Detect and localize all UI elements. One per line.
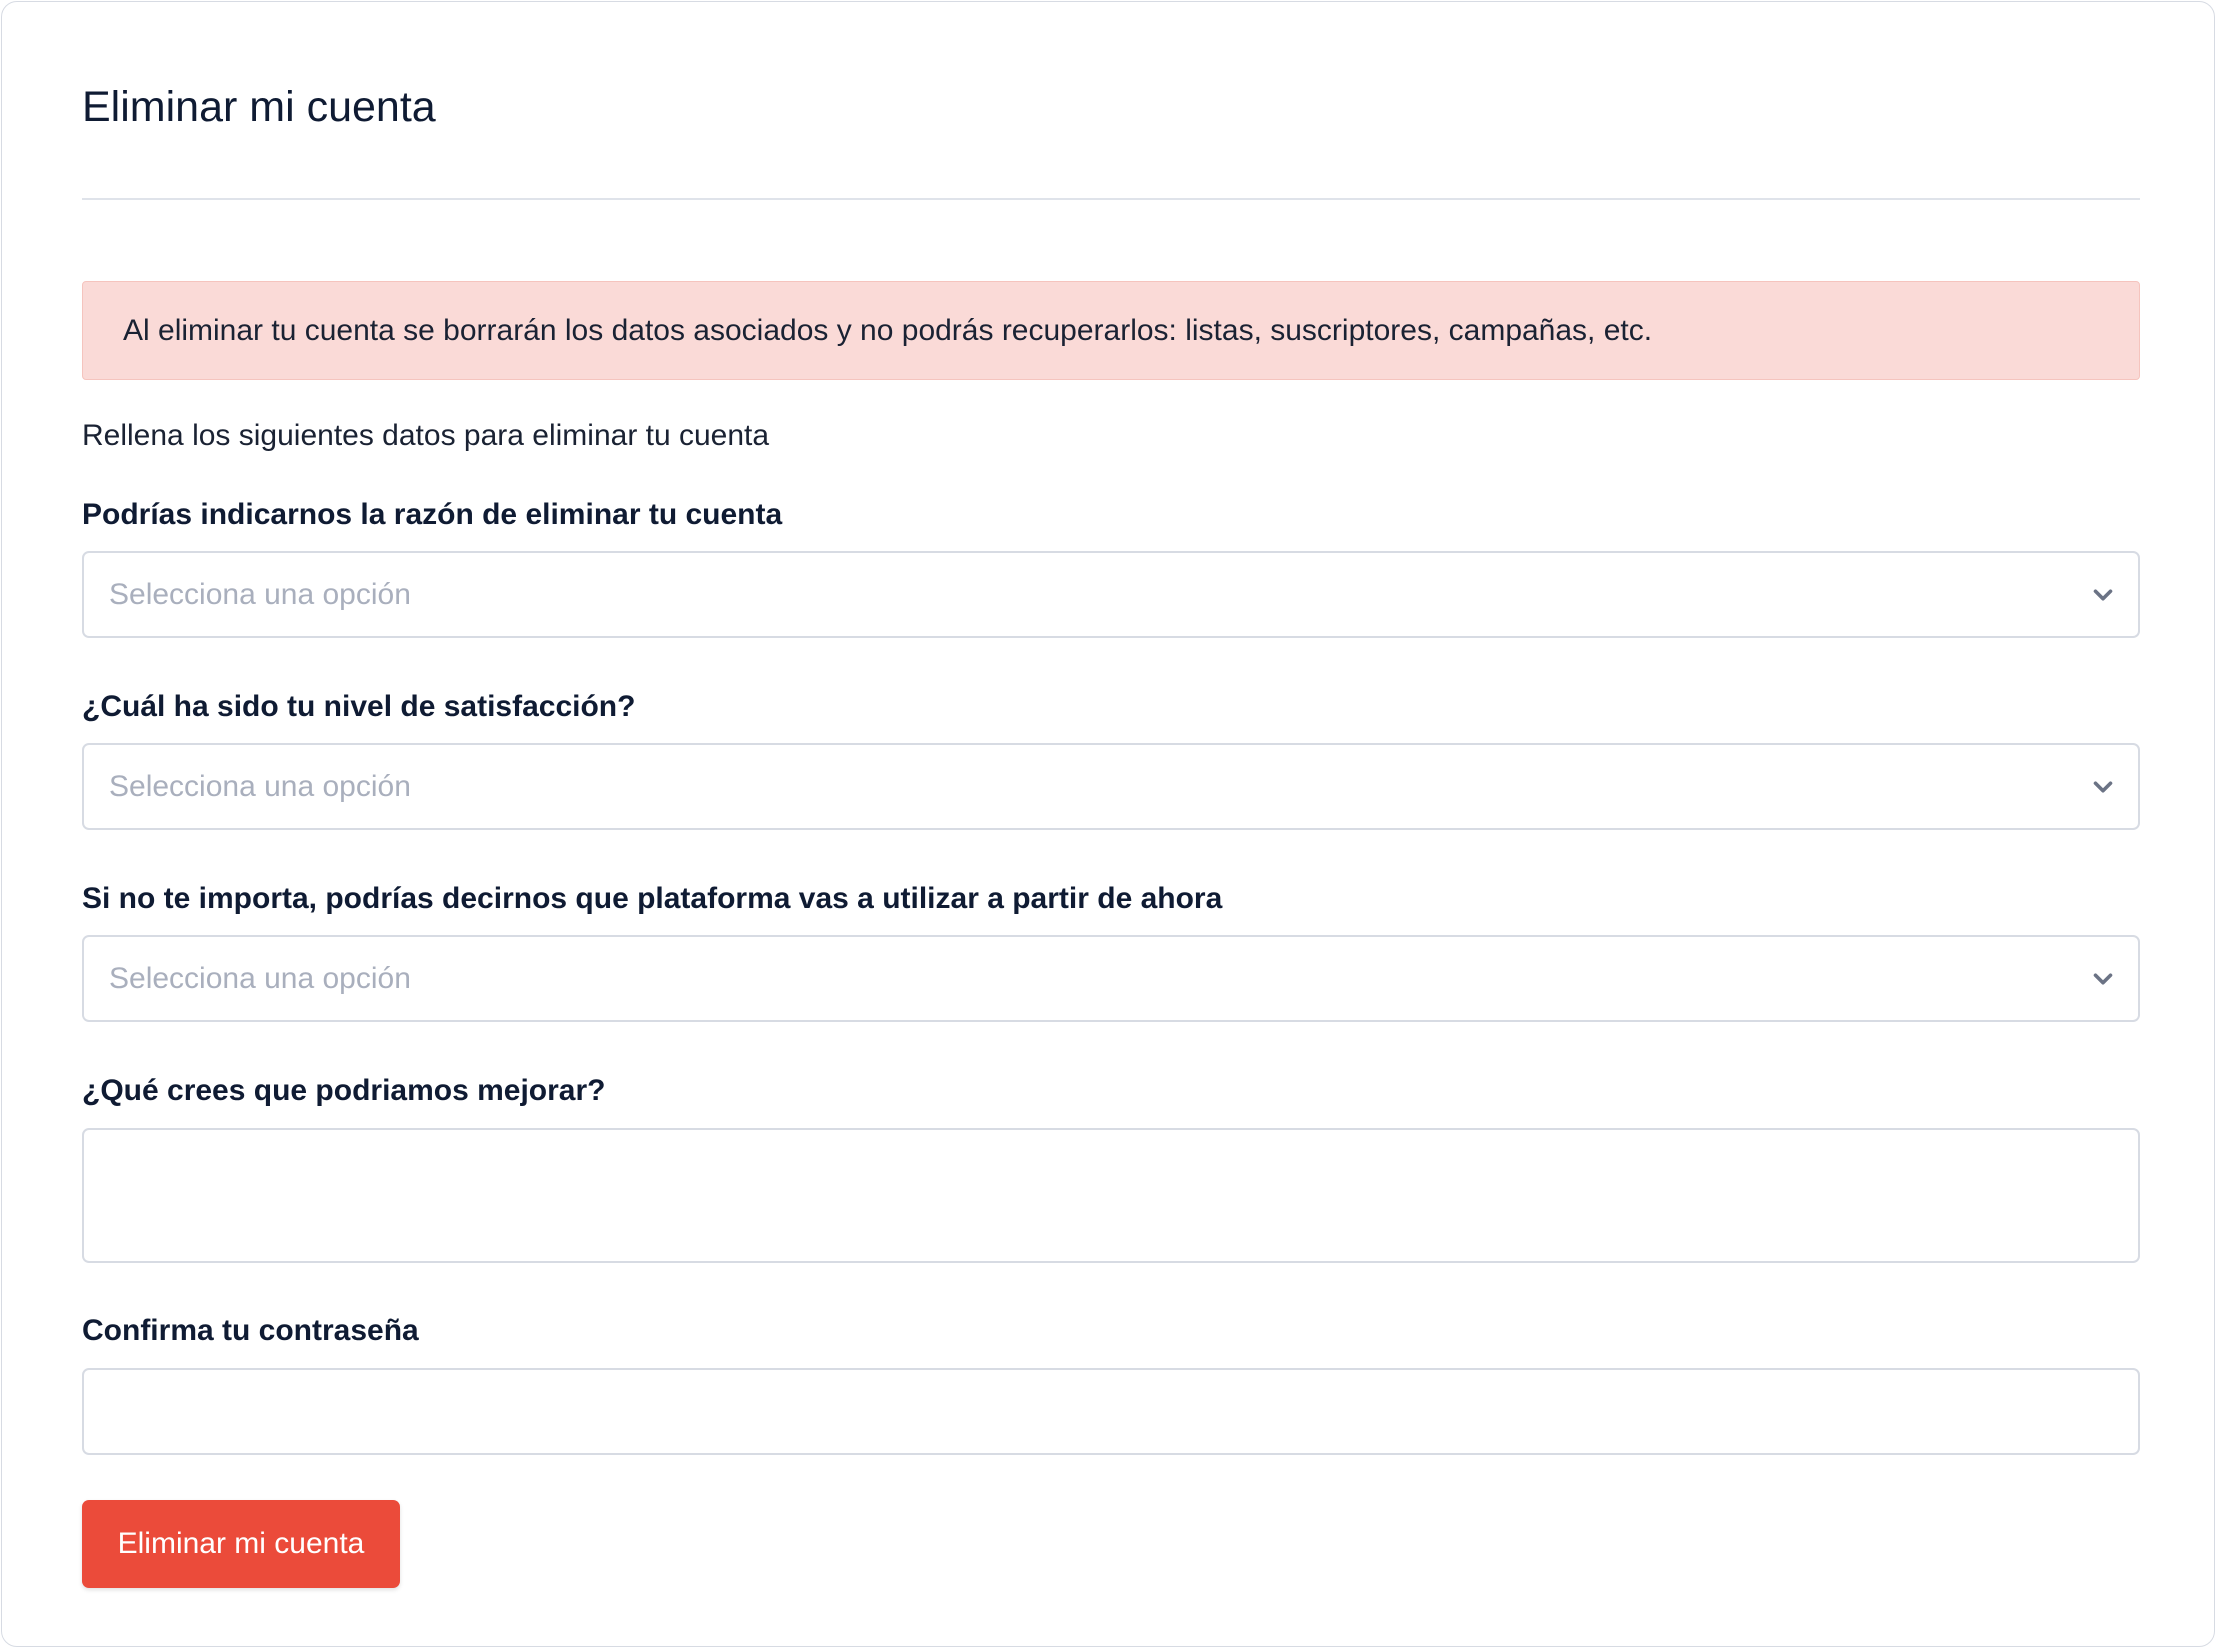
chevron-down-icon: [2088, 772, 2118, 802]
page-title: Eliminar mi cuenta: [82, 83, 436, 131]
password-label: Confirma tu contraseña: [82, 1314, 419, 1347]
chevron-down-icon: [2088, 580, 2118, 610]
platform-select-placeholder: Selecciona una opción: [109, 961, 411, 995]
warning-alert-text: Al eliminar tu cuenta se borrarán los datos asociados y no podrás recuperarlos: listas, suscriptores, campañas, etc.: [123, 313, 1653, 347]
intro-text: Rellena los siguientes datos para eliminar tu cuenta: [82, 419, 770, 452]
platform-label: Si no te importa, podrías decirnos que plataforma vas a utilizar a partir de ahora: [82, 882, 1223, 915]
improve-textarea[interactable]: [82, 1128, 2140, 1263]
improve-label: ¿Qué crees que podriamos mejorar?: [82, 1074, 606, 1107]
reason-label: Podrías indicarnos la razón de eliminar tu cuenta: [82, 498, 783, 531]
satisfaction-select[interactable]: [82, 743, 2140, 830]
reason-select[interactable]: [82, 551, 2140, 638]
title-divider: [82, 198, 2140, 200]
platform-select[interactable]: [82, 935, 2140, 1022]
satisfaction-label: ¿Cuál ha sido tu nivel de satisfacción?: [82, 690, 636, 723]
warning-alert: [82, 281, 2140, 380]
satisfaction-select-placeholder: Selecciona una opción: [109, 769, 411, 803]
reason-select-placeholder: Selecciona una opción: [109, 577, 411, 611]
delete-account-button[interactable]: Eliminar mi cuenta: [82, 1500, 400, 1588]
chevron-down-icon: [2088, 964, 2118, 994]
delete-account-card: [1, 1, 2215, 1647]
password-input[interactable]: [82, 1368, 2140, 1455]
